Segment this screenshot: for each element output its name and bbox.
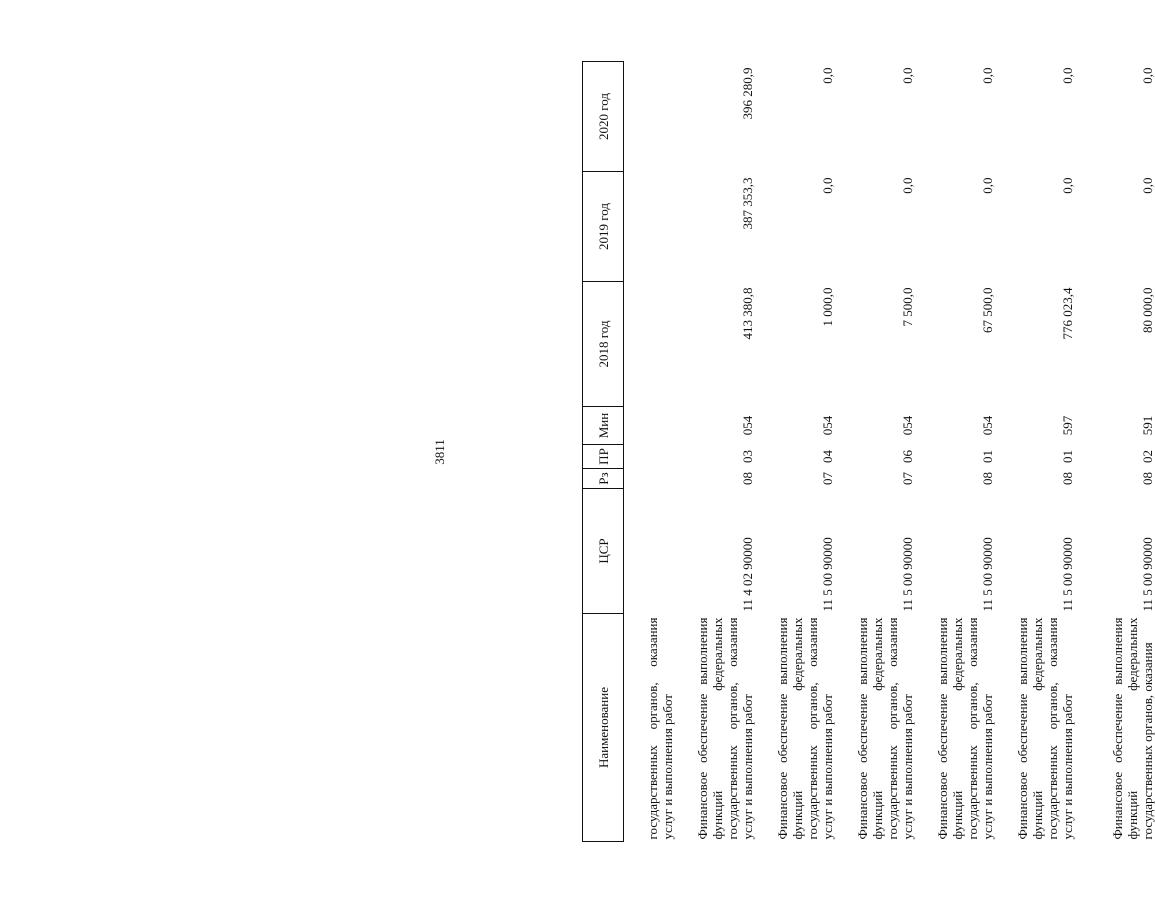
table-row-continuation: [630, 62, 675, 842]
row-2020: 0,0: [980, 67, 995, 84]
row-name: Финансовое обеспечение выполнения функций федеральных государственных органов, оказания услуг и выполнения работ: [855, 617, 915, 840]
row-name: Финансовое обеспечение выполнения функций федеральных государственных органов, оказания услуг и выполнения работ: [695, 617, 755, 840]
budget-table-rotated: [582, 62, 1155, 842]
row-name: Финансовое обеспечение выполнения функций федеральных государственных органов, оказания услуг и выполнения работ: [1015, 617, 1075, 840]
row-rz: 07: [820, 472, 835, 485]
row-min: 054: [740, 415, 755, 436]
row-pr: 06: [900, 450, 915, 463]
header-rz: Рз: [583, 469, 624, 489]
row-name: Финансовое обеспечение выполнения функций федеральных государственных органов, оказания: [1110, 617, 1155, 840]
row-2019: 0,0: [1140, 177, 1155, 194]
row-csr: 11 5 00 90000: [980, 537, 995, 612]
row-min: 591: [1140, 415, 1155, 436]
header-2018: 2018 год: [583, 282, 624, 407]
row-rz: 07: [900, 472, 915, 485]
row-rz: 08: [1140, 472, 1155, 485]
table-row: [995, 62, 1075, 842]
row-min: 054: [980, 415, 995, 436]
row-2019: 387 353,3: [740, 177, 755, 230]
table-row: [1075, 62, 1155, 842]
row-2020: 0,0: [1060, 67, 1075, 84]
header-pr: ПР: [583, 445, 624, 469]
budget-table: [582, 61, 1155, 842]
row-rz: 08: [980, 472, 995, 485]
row-pr: 01: [980, 450, 995, 463]
row-2018: 776 023,4: [1060, 287, 1075, 340]
page-number: 3811: [432, 439, 447, 465]
row-2020: 0,0: [900, 67, 915, 84]
row-csr: 11 4 02 90000: [740, 537, 755, 612]
row-2018: 1 000,0: [820, 287, 835, 327]
row-csr: 11 5 00 90000: [1140, 537, 1155, 612]
row-min: 597: [1060, 415, 1075, 436]
row-2019: 0,0: [900, 177, 915, 194]
table-row: [915, 62, 995, 842]
header-name: Наименование: [583, 614, 624, 842]
table-header-row: [583, 62, 624, 842]
table-row: [675, 62, 755, 842]
row-2018: 67 500,0: [980, 287, 995, 333]
row-2018: 7 500,0: [900, 287, 915, 327]
row-pr: 02: [1140, 450, 1155, 463]
continuation-name: государственных органов, оказания услуг и выполнения работ: [645, 617, 675, 840]
row-min: 054: [900, 415, 915, 436]
header-csr: ЦСР: [583, 489, 624, 614]
row-name: Финансовое обеспечение выполнения функций федеральных государственных органов, оказания услуг и выполнения работ: [775, 617, 835, 840]
row-2018: 413 380,8: [740, 287, 755, 340]
row-2019: 0,0: [820, 177, 835, 194]
row-csr: 11 5 00 90000: [900, 537, 915, 612]
row-csr: 11 5 00 90000: [820, 537, 835, 612]
header-2020: 2020 год: [583, 62, 624, 172]
row-2020: 0,0: [1140, 67, 1155, 84]
row-csr: 11 5 00 90000: [1060, 537, 1075, 612]
table-row: [755, 62, 835, 842]
row-rz: 08: [740, 472, 755, 485]
row-2020: 396 280,9: [740, 67, 755, 120]
row-min: 054: [820, 415, 835, 436]
row-2019: 0,0: [1060, 177, 1075, 194]
header-min: Мин: [583, 407, 624, 445]
row-pr: 04: [820, 450, 835, 463]
row-rz: 08: [1060, 472, 1075, 485]
row-pr: 03: [740, 450, 755, 463]
header-2019: 2019 год: [583, 172, 624, 282]
table-row: [835, 62, 915, 842]
row-2019: 0,0: [980, 177, 995, 194]
row-pr: 01: [1060, 450, 1075, 463]
row-name: Финансовое обеспечение выполнения функций федеральных государственных органов, оказания услуг и выполнения работ: [935, 617, 995, 840]
row-2018: 80 000,0: [1140, 287, 1155, 333]
row-2020: 0,0: [820, 67, 835, 84]
